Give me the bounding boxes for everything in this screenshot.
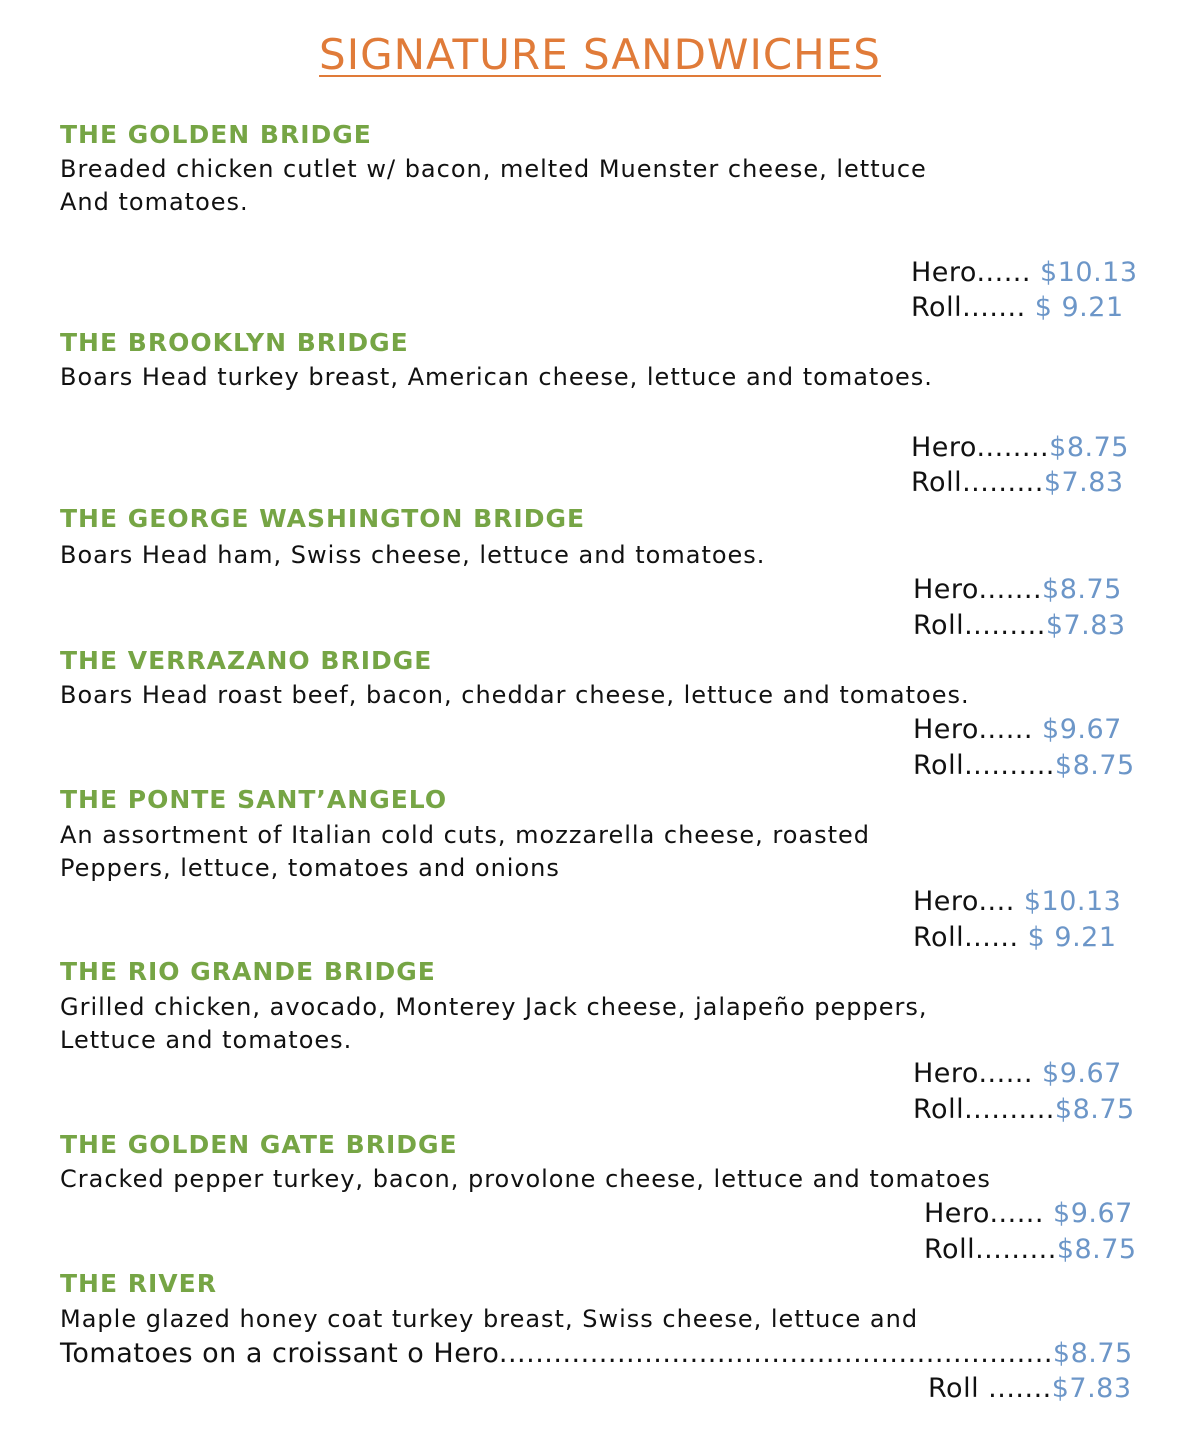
price-value: $8.75 — [1042, 574, 1122, 605]
price-value: $8.75 — [1052, 1338, 1133, 1369]
menu-item-name: THE RIVER — [60, 1269, 217, 1298]
menu-item-description: Grilled chicken, avocado, Monterey Jack cheese, jalapeño peppers, — [60, 993, 928, 1021]
size-label: Roll......... — [913, 610, 1046, 641]
size-label: Hero...... — [913, 714, 1033, 745]
menu-item-description: Maple glazed honey coat turkey breast, Swiss cheese, lettuce and — [60, 1305, 919, 1333]
size-label: Roll......... — [911, 467, 1044, 498]
menu-item-description: Breaded chicken cutlet w/ bacon, melted Muenster cheese, lettuce — [60, 155, 927, 183]
price-line — [913, 573, 1122, 607]
price-line — [913, 885, 1121, 919]
size-label: Roll ....... — [928, 1373, 1052, 1404]
price-value: $7.83 — [1043, 467, 1124, 498]
price-value: $8.75 — [1054, 750, 1135, 781]
price-line — [924, 1233, 1137, 1267]
price-value: $10.13 — [1014, 886, 1122, 917]
menu-item-name: THE RIO GRANDE BRIDGE — [60, 957, 436, 986]
price-line — [928, 1372, 1132, 1406]
menu-item-description: Boars Head turkey breast, American cheese, lettuce and tomatoes. — [60, 363, 933, 391]
price-line — [911, 466, 1124, 500]
size-label: Roll.......... — [913, 1094, 1055, 1125]
menu-item-description: An assortment of Italian cold cuts, mozzarella cheese, roasted — [60, 821, 871, 849]
size-label: Roll......... — [924, 1234, 1057, 1265]
price-value: $9.67 — [1043, 1198, 1133, 1229]
size-label: Hero...... — [924, 1198, 1044, 1229]
price-line — [924, 1197, 1133, 1231]
price-line — [913, 609, 1126, 643]
size-label: Roll.......... — [913, 750, 1055, 781]
menu-item-name: THE BROOKLYN BRIDGE — [60, 328, 409, 357]
size-label: Roll....... — [911, 292, 1026, 323]
menu-item-name: THE GOLDEN BRIDGE — [60, 120, 372, 149]
price-value: $9.67 — [1032, 1058, 1122, 1089]
price-line — [911, 431, 1129, 465]
price-line — [913, 749, 1135, 783]
menu-item-description: Cracked pepper turkey, bacon, provolone cheese, lettuce and tomatoes — [60, 1165, 991, 1193]
size-label: Hero...... — [911, 257, 1031, 288]
price-line — [913, 1057, 1122, 1091]
price-value: $7.83 — [1051, 1373, 1132, 1404]
price-value: $7.83 — [1045, 610, 1126, 641]
size-label: Tomatoes on a croissant o Hero............................................................. — [60, 1338, 1053, 1369]
menu-item-description: Lettuce and tomatoes. — [60, 1026, 353, 1054]
price-line — [913, 713, 1122, 747]
menu-item-description: Boars Head ham, Swiss cheese, lettuce and tomatoes. — [60, 541, 766, 569]
menu-item-name: THE GEORGE WASHINGTON BRIDGE — [60, 504, 586, 533]
menu-item-name: THE GOLDEN GATE BRIDGE — [60, 1130, 458, 1159]
menu-item-name: THE PONTE SANT’ANGELO — [60, 785, 448, 814]
size-label: Hero........ — [911, 432, 1050, 463]
price-line — [911, 291, 1124, 325]
price-value: $ 9.21 — [1018, 922, 1117, 953]
menu-item-description: And tomatoes. — [60, 188, 249, 216]
size-label: Hero...... — [913, 1058, 1033, 1089]
price-line — [913, 1093, 1135, 1127]
price-line — [913, 921, 1117, 955]
size-label: Hero....... — [913, 574, 1043, 605]
menu-item-name: THE VERRAZANO BRIDGE — [60, 646, 433, 675]
price-value: $8.75 — [1054, 1094, 1135, 1125]
menu-item-description: Boars Head roast beef, bacon, cheddar cheese, lettuce and tomatoes. — [60, 681, 970, 709]
price-value: $10.13 — [1030, 257, 1138, 288]
menu-item-description: Peppers, lettuce, tomatoes and onions — [60, 854, 560, 882]
price-value: $ 9.21 — [1025, 292, 1124, 323]
size-label: Roll...... — [913, 922, 1019, 953]
price-line — [60, 1337, 1133, 1371]
price-value: $8.75 — [1056, 1234, 1137, 1265]
size-label: Hero.... — [913, 886, 1015, 917]
price-value: $9.67 — [1032, 714, 1122, 745]
menu-title: SIGNATURE SANDWICHES — [319, 30, 881, 79]
price-value: $8.75 — [1049, 432, 1129, 463]
price-line — [911, 256, 1138, 290]
